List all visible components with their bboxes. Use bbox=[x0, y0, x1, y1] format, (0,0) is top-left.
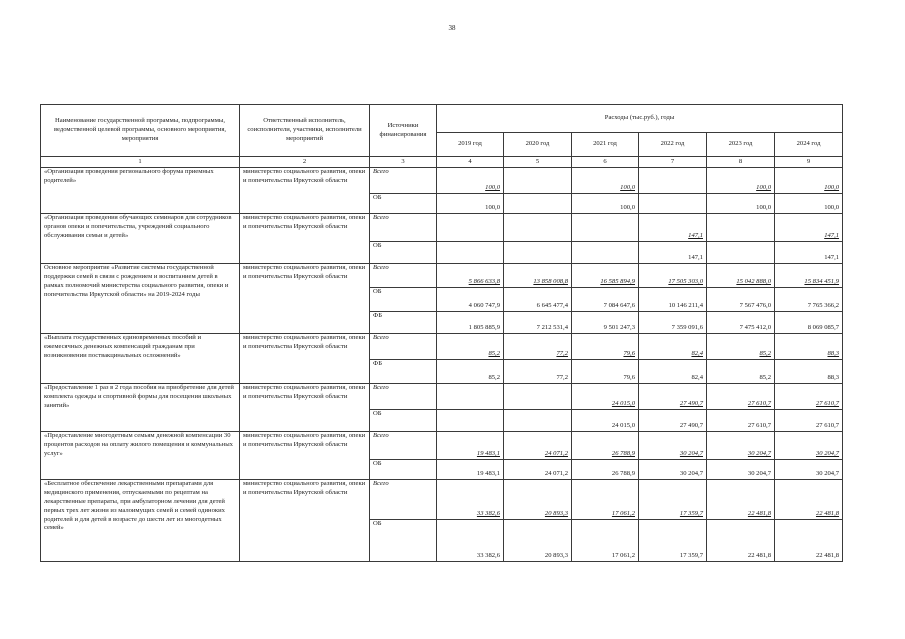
expense-value-cell bbox=[504, 168, 572, 194]
expense-value-cell bbox=[504, 194, 572, 214]
expense-value-cell bbox=[437, 242, 504, 264]
column-index: 3 bbox=[370, 157, 437, 168]
header-year: 2024 год bbox=[775, 133, 843, 157]
expense-value-cell: 19 483,1 bbox=[437, 460, 504, 480]
expense-value-cell: 33 382,6 bbox=[437, 520, 504, 562]
expense-value-cell: 15 834 451,9 bbox=[775, 264, 843, 288]
expense-value-cell: 100,0 bbox=[775, 168, 843, 194]
responsible-cell: министерство социального развития, опеки и попечительства Иркутской области bbox=[240, 264, 370, 334]
expense-value-cell: 20 893,3 bbox=[504, 480, 572, 520]
responsible-cell: министерство социального развития, опеки и попечительства Иркутской области bbox=[240, 214, 370, 264]
header-expenses: Расходы (тыс.руб.), годы bbox=[437, 105, 843, 133]
expense-value-cell: 147,1 bbox=[775, 242, 843, 264]
column-index: 9 bbox=[775, 157, 843, 168]
funding-source-cell: Всего bbox=[370, 168, 437, 194]
expense-value-cell: 100,0 bbox=[437, 168, 504, 194]
expense-value-cell: 85,2 bbox=[707, 334, 775, 360]
expense-value-cell: 15 042 888,0 bbox=[707, 264, 775, 288]
column-index: 5 bbox=[504, 157, 572, 168]
expense-value-cell: 33 382,6 bbox=[437, 480, 504, 520]
table-body bbox=[41, 168, 843, 562]
expense-value-cell: 85,2 bbox=[437, 360, 504, 384]
expense-value-cell: 7 084 647,6 bbox=[572, 288, 639, 312]
expense-value-cell: 82,4 bbox=[639, 334, 707, 360]
expense-value-cell: 100,0 bbox=[775, 194, 843, 214]
column-index: 2 bbox=[240, 157, 370, 168]
expense-value-cell: 5 866 633,8 bbox=[437, 264, 504, 288]
expense-value-cell bbox=[437, 410, 504, 432]
expense-value-cell: 30 204,7 bbox=[775, 460, 843, 480]
expense-value-cell: 79,6 bbox=[572, 360, 639, 384]
expense-value-cell: 100,0 bbox=[437, 194, 504, 214]
table-row bbox=[41, 432, 843, 460]
funding-source-cell: ОБ bbox=[370, 520, 437, 562]
expense-value-cell: 27 490,7 bbox=[639, 410, 707, 432]
event-name-cell: «Организация проведения обучающих семинаров для сотрудников органов опеки и попечительства, учреждений социального обслуживания семьи и детей» bbox=[41, 214, 240, 264]
expense-value-cell: 17 061,2 bbox=[572, 520, 639, 562]
expense-value-cell: 7 475 412,0 bbox=[707, 312, 775, 334]
header-responsible: Ответственный исполнитель, соисполнители, участники, исполнители мероприятий bbox=[240, 105, 370, 157]
event-name-cell: «Бесплатное обеспечение лекарственными препаратами для медицинского применения, отпускаемыми по рецептам на лекарственные препараты, при амбулаторном лечении для детей первых трех лет жизни из малоимущих семей и семей одиноких родителей и для детей в возрасте до шести лет из многодетных семей» bbox=[41, 480, 240, 562]
funding-source-cell: ФБ bbox=[370, 312, 437, 334]
expense-value-cell: 27 610,7 bbox=[707, 410, 775, 432]
expense-value-cell: 7 359 091,6 bbox=[639, 312, 707, 334]
responsible-cell: министерство социального развития, опеки и попечительства Иркутской области bbox=[240, 480, 370, 562]
expense-value-cell: 24 015,0 bbox=[572, 384, 639, 410]
expense-value-cell: 147,1 bbox=[639, 242, 707, 264]
header-year: 2023 год bbox=[707, 133, 775, 157]
expense-value-cell: 22 481,8 bbox=[707, 480, 775, 520]
funding-source-cell: ФБ bbox=[370, 360, 437, 384]
table-row bbox=[41, 264, 843, 288]
funding-source-cell: ОБ bbox=[370, 460, 437, 480]
expense-value-cell bbox=[437, 384, 504, 410]
column-index: 1 bbox=[41, 157, 240, 168]
expense-value-cell: 27 490,7 bbox=[639, 384, 707, 410]
expense-value-cell: 22 481,8 bbox=[775, 480, 843, 520]
event-name-cell: «Организация проведения регионального форума приемных родителей» bbox=[41, 168, 240, 214]
expense-value-cell: 30 204,7 bbox=[775, 432, 843, 460]
expense-value-cell: 30 204,7 bbox=[639, 432, 707, 460]
funding-source-cell: Всего bbox=[370, 384, 437, 410]
expense-value-cell bbox=[707, 242, 775, 264]
expense-value-cell: 30 204,7 bbox=[707, 460, 775, 480]
expense-value-cell bbox=[572, 242, 639, 264]
funding-source-cell: ОБ bbox=[370, 410, 437, 432]
expense-value-cell: 100,0 bbox=[707, 168, 775, 194]
expense-value-cell: 85,2 bbox=[437, 334, 504, 360]
expense-value-cell: 22 481,8 bbox=[775, 520, 843, 562]
expense-value-cell: 100,0 bbox=[707, 194, 775, 214]
funding-source-cell: Всего bbox=[370, 334, 437, 360]
expense-value-cell bbox=[504, 410, 572, 432]
table-row bbox=[41, 214, 843, 242]
expense-value-cell: 17 505 303,0 bbox=[639, 264, 707, 288]
expense-value-cell: 79,6 bbox=[572, 334, 639, 360]
table-row bbox=[41, 334, 843, 360]
funding-source-cell: Всего bbox=[370, 264, 437, 288]
column-index: 6 bbox=[572, 157, 639, 168]
expense-value-cell: 30 204,7 bbox=[707, 432, 775, 460]
expense-value-cell: 17 359,7 bbox=[639, 520, 707, 562]
expense-value-cell: 22 481,8 bbox=[707, 520, 775, 562]
expense-value-cell: 17 359,7 bbox=[639, 480, 707, 520]
expense-value-cell: 77,2 bbox=[504, 360, 572, 384]
header-source: Источники финансирования bbox=[370, 105, 437, 157]
responsible-cell: министерство социального развития, опеки и попечительства Иркутской области bbox=[240, 384, 370, 432]
table-row bbox=[41, 168, 843, 194]
expense-value-cell: 147,1 bbox=[639, 214, 707, 242]
funding-source-cell: Всего bbox=[370, 214, 437, 242]
expense-value-cell bbox=[504, 242, 572, 264]
expense-value-cell: 4 060 747,9 bbox=[437, 288, 504, 312]
expense-value-cell: 85,2 bbox=[707, 360, 775, 384]
table-header bbox=[41, 105, 843, 168]
expense-value-cell bbox=[639, 168, 707, 194]
expense-value-cell: 7 765 366,2 bbox=[775, 288, 843, 312]
responsible-cell: министерство социального развития, опеки и попечительства Иркутской области bbox=[240, 334, 370, 384]
expense-value-cell bbox=[639, 194, 707, 214]
event-name-cell: «Предоставление 1 раз в 2 года пособия на приобретение для детей комплекта одежды и спортивной формы для посещения школьных занятий» bbox=[41, 384, 240, 432]
expense-value-cell: 7 567 476,0 bbox=[707, 288, 775, 312]
page-number: 38 bbox=[448, 24, 456, 32]
event-name-cell: Основное мероприятие «Развитие системы государственной поддержки семей в связи с рождением и воспитанием детей в рамках полномочий министерства социального развития, опеки и попечительства Иркутской области» на 2019-2024 годы bbox=[41, 264, 240, 334]
expense-value-cell: 8 069 085,7 bbox=[775, 312, 843, 334]
expense-value-cell: 16 585 894,9 bbox=[572, 264, 639, 288]
expense-value-cell: 88,3 bbox=[775, 360, 843, 384]
expense-value-cell: 100,0 bbox=[572, 194, 639, 214]
expense-value-cell: 19 483,1 bbox=[437, 432, 504, 460]
expense-value-cell bbox=[707, 214, 775, 242]
header-year: 2022 год bbox=[639, 133, 707, 157]
funding-source-cell: Всего bbox=[370, 432, 437, 460]
expense-value-cell: 88,3 bbox=[775, 334, 843, 360]
expense-value-cell: 6 645 477,4 bbox=[504, 288, 572, 312]
expense-value-cell: 77,2 bbox=[504, 334, 572, 360]
expense-value-cell: 24 015,0 bbox=[572, 410, 639, 432]
expense-value-cell: 24 071,2 bbox=[504, 432, 572, 460]
expense-value-cell: 26 788,9 bbox=[572, 432, 639, 460]
expense-value-cell: 26 788,9 bbox=[572, 460, 639, 480]
column-index: 4 bbox=[437, 157, 504, 168]
expense-value-cell: 82,4 bbox=[639, 360, 707, 384]
header-year: 2020 год bbox=[504, 133, 572, 157]
responsible-cell: министерство социального развития, опеки и попечительства Иркутской области bbox=[240, 432, 370, 480]
expense-value-cell: 100,0 bbox=[572, 168, 639, 194]
table-row bbox=[41, 480, 843, 520]
expense-value-cell bbox=[504, 214, 572, 242]
funding-source-cell: ОБ bbox=[370, 242, 437, 264]
header-year: 2021 год bbox=[572, 133, 639, 157]
header-year: 2019 год bbox=[437, 133, 504, 157]
budget-table bbox=[40, 104, 843, 562]
expense-value-cell bbox=[504, 384, 572, 410]
expense-value-cell: 20 893,3 bbox=[504, 520, 572, 562]
funding-source-cell: Всего bbox=[370, 480, 437, 520]
column-index: 8 bbox=[707, 157, 775, 168]
responsible-cell: министерство социального развития, опеки и попечительства Иркутской области bbox=[240, 168, 370, 214]
expense-value-cell: 9 501 247,3 bbox=[572, 312, 639, 334]
expense-value-cell: 10 146 211,4 bbox=[639, 288, 707, 312]
expense-value-cell: 13 858 008,8 bbox=[504, 264, 572, 288]
expense-value-cell: 27 610,7 bbox=[775, 384, 843, 410]
expense-value-cell: 27 610,7 bbox=[707, 384, 775, 410]
expense-value-cell: 24 071,2 bbox=[504, 460, 572, 480]
expense-value-cell: 30 204,7 bbox=[639, 460, 707, 480]
funding-source-cell: ОБ bbox=[370, 194, 437, 214]
column-index-row bbox=[41, 157, 843, 168]
table-row bbox=[41, 384, 843, 410]
funding-source-cell: ОБ bbox=[370, 288, 437, 312]
expense-value-cell: 147,1 bbox=[775, 214, 843, 242]
header-name: Наименование государственной программы, подпрограммы, ведомственной целевой программы, основного мероприятия, мероприятия bbox=[41, 105, 240, 157]
expense-value-cell: 27 610,7 bbox=[775, 410, 843, 432]
column-index: 7 bbox=[639, 157, 707, 168]
expense-value-cell bbox=[437, 214, 504, 242]
event-name-cell: «Выплата государственных единовременных пособий и ежемесячных денежных компенсаций гражданам при возникновении поствакцинальных осложнений» bbox=[41, 334, 240, 384]
expense-value-cell bbox=[572, 214, 639, 242]
event-name-cell: «Предоставление многодетным семьям денежной компенсации 30 процентов расходов на оплату жилого помещения и коммунальных услуг» bbox=[41, 432, 240, 480]
expense-value-cell: 17 061,2 bbox=[572, 480, 639, 520]
expense-value-cell: 7 212 531,4 bbox=[504, 312, 572, 334]
expense-value-cell: 1 805 885,9 bbox=[437, 312, 504, 334]
